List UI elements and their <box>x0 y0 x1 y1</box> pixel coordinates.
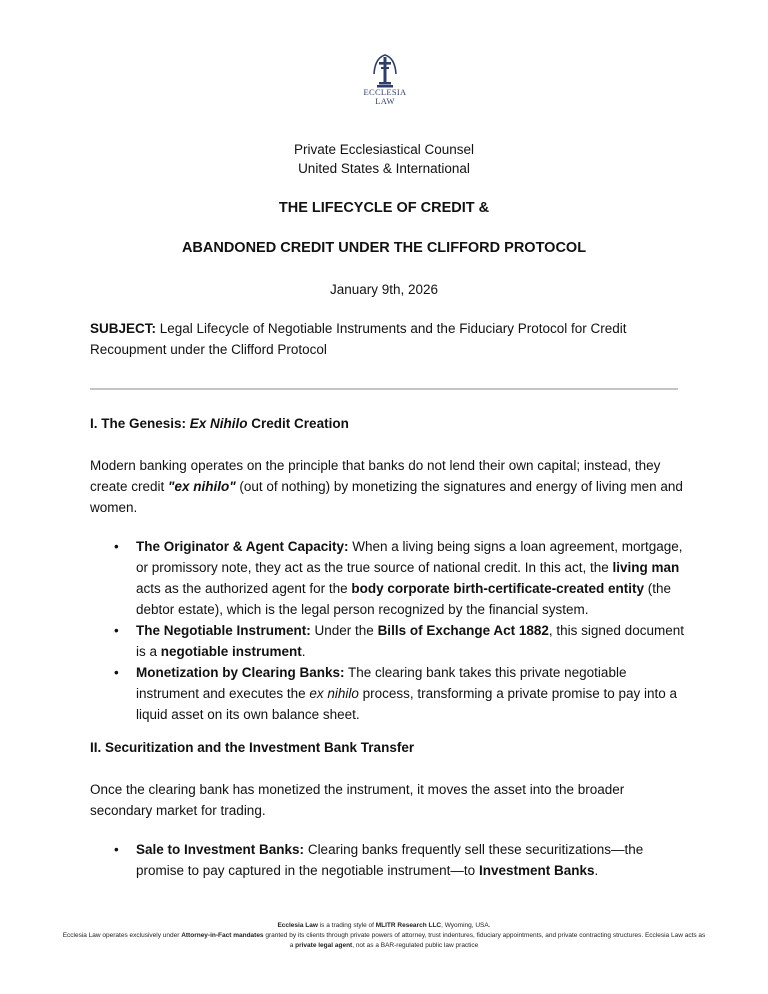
header-line1: Private Ecclesiastical Counsel <box>293 142 475 157</box>
section1-bullet-list <box>90 536 685 725</box>
pillar-cross-icon <box>370 52 400 88</box>
section2-intro: Once the clearing bank has monetized the instrument, it moves the asset into the broader secondary market for trading. <box>90 782 625 818</box>
footer-line2: Ecclesia Law operates exclusively under Attorney-in-Fact mandates granted by its clients through private powers of attorney, trust indentures, fiduciary appointments, and private contracting structures. Ecclesia Law acts as a private legal agent, not as a BAR-regulated public law practice <box>62 932 706 949</box>
section-divider <box>90 388 678 390</box>
section2-heading: II. Securitization and the Investment Bank Transfer <box>90 740 415 755</box>
subject-text: Legal Lifecycle of Negotiable Instruments and the Fiduciary Protocol for Credit Recoupment under the Clifford Protocol <box>90 321 627 357</box>
list-item-originator: • The Originator & Agent Capacity: When a living being signs a loan agreement, mortgage, or promissory note, they act as the true source of national credit. In this act, the living man acts as the authorized agent for the body corporate birth-certificate-created entity (the debtor estate), which is the legal person recognized by the financial system. <box>90 536 685 620</box>
logo-name-line1: ECCLESIA <box>363 87 407 97</box>
document-date: January 9th, 2026 <box>329 282 439 297</box>
header-line2: United States & International <box>298 161 470 176</box>
page-footer <box>60 921 708 951</box>
title-line2: ABANDONED CREDIT UNDER THE CLIFFORD PROTOCOL <box>181 240 587 256</box>
subject-label: SUBJECT: <box>90 321 157 336</box>
title-line1: THE LIFECYCLE OF CREDIT & <box>278 200 490 216</box>
logo-name-line2: LAW <box>375 96 395 106</box>
list-item-sale-investment-banks: • Sale to Investment Banks: Clearing banks frequently sell these securitizations—the promise to pay captured in the negotiable instrument—to Investment Banks. <box>90 839 685 881</box>
section1-intro: Modern banking operates on the principle that banks do not lend their own capital; instead, they create credit "ex nihilo" (out of nothing) by monetizing the signatures and energy of living men and women. <box>90 458 683 515</box>
firm-logo <box>357 52 413 106</box>
footer-line1: Ecclesia Law is a trading style of MLITR Research LLC, Wyoming, USA. <box>277 922 491 929</box>
list-item-negotiable-instrument: • The Negotiable Instrument: Under the Bills of Exchange Act 1882, this signed document is a negotiable instrument. <box>90 620 685 662</box>
section2-bullet-list <box>90 839 685 881</box>
list-item-monetization: • Monetization by Clearing Banks: The clearing bank takes this private negotiable instrument and executes the ex nihilo process, transforming a private promise to pay into a liquid asset on its own balance sheet. <box>90 662 685 725</box>
subject-block <box>90 318 690 360</box>
section1-heading: I. The Genesis: Ex Nihilo Credit Creation <box>90 416 349 431</box>
